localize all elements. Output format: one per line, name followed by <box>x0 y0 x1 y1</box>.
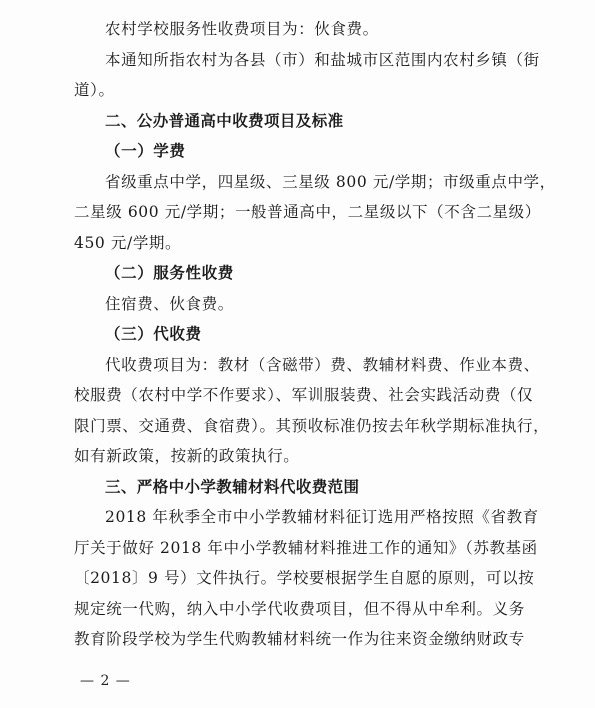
text-line: 〔2018〕9 号）文件执行。学校要根据学生自愿的原则，可以按 <box>74 569 535 587</box>
page-number: — 2 — <box>80 673 131 689</box>
subsection-heading: （二）服务性收费 <box>105 263 234 282</box>
text-line: 代收费项目为：教材（含磁带）费、教辅材料费、作业本费、 <box>105 355 540 374</box>
subsection-heading: （三）代收费 <box>105 324 202 343</box>
text-line: 2018 年秋季全市中小学教辅材料征订选用严格按照《省教育 <box>105 508 539 526</box>
section-heading: 三、严格中小学教辅材料代收费范围 <box>105 477 360 496</box>
section-heading: 二、公办普通高中收费项目及标准 <box>105 111 344 130</box>
text-line: 二星级 600 元/学期；一般普通高中，二星级以下（不含二星级） <box>74 203 541 221</box>
text-line: 住宿费、伙食费。 <box>105 294 234 313</box>
text-line: 如有新政策，按新的政策执行。 <box>74 447 300 465</box>
text-line: 规定统一代购，纳入中小学代收费项目，但不得从中牟利。义务 <box>74 599 525 618</box>
text-line: 450 元/学期。 <box>74 233 182 252</box>
text-line: 限门票、交通费、食宿费）。其预收标准仍按去年秋学期标准执行， <box>74 416 550 435</box>
text-line: 省级重点中学，四星级、三星级 800 元/学期；市级重点中学， <box>105 172 556 191</box>
text-line: 教育阶段学校为学生代购教辅材料统一作为往来资金缴纳财政专 <box>74 630 525 648</box>
text-line: 厅关于做好 2018 年中小学教辅材料推进工作的通知》（苏教基函 <box>74 538 538 557</box>
text-line: 本通知所指农村为各县（市）和盐城市区范围内农村乡镇（街 <box>105 50 540 69</box>
document-body <box>74 14 556 655</box>
text-line: 校服费（农村中学不作要求）、军训服装费、社会实践活动费（仅 <box>74 386 534 404</box>
subsection-heading: （一）学费 <box>105 141 186 160</box>
text-line: 道）。 <box>74 81 115 99</box>
text-line: 农村学校服务性收费项目为：伙食费。 <box>105 20 379 38</box>
